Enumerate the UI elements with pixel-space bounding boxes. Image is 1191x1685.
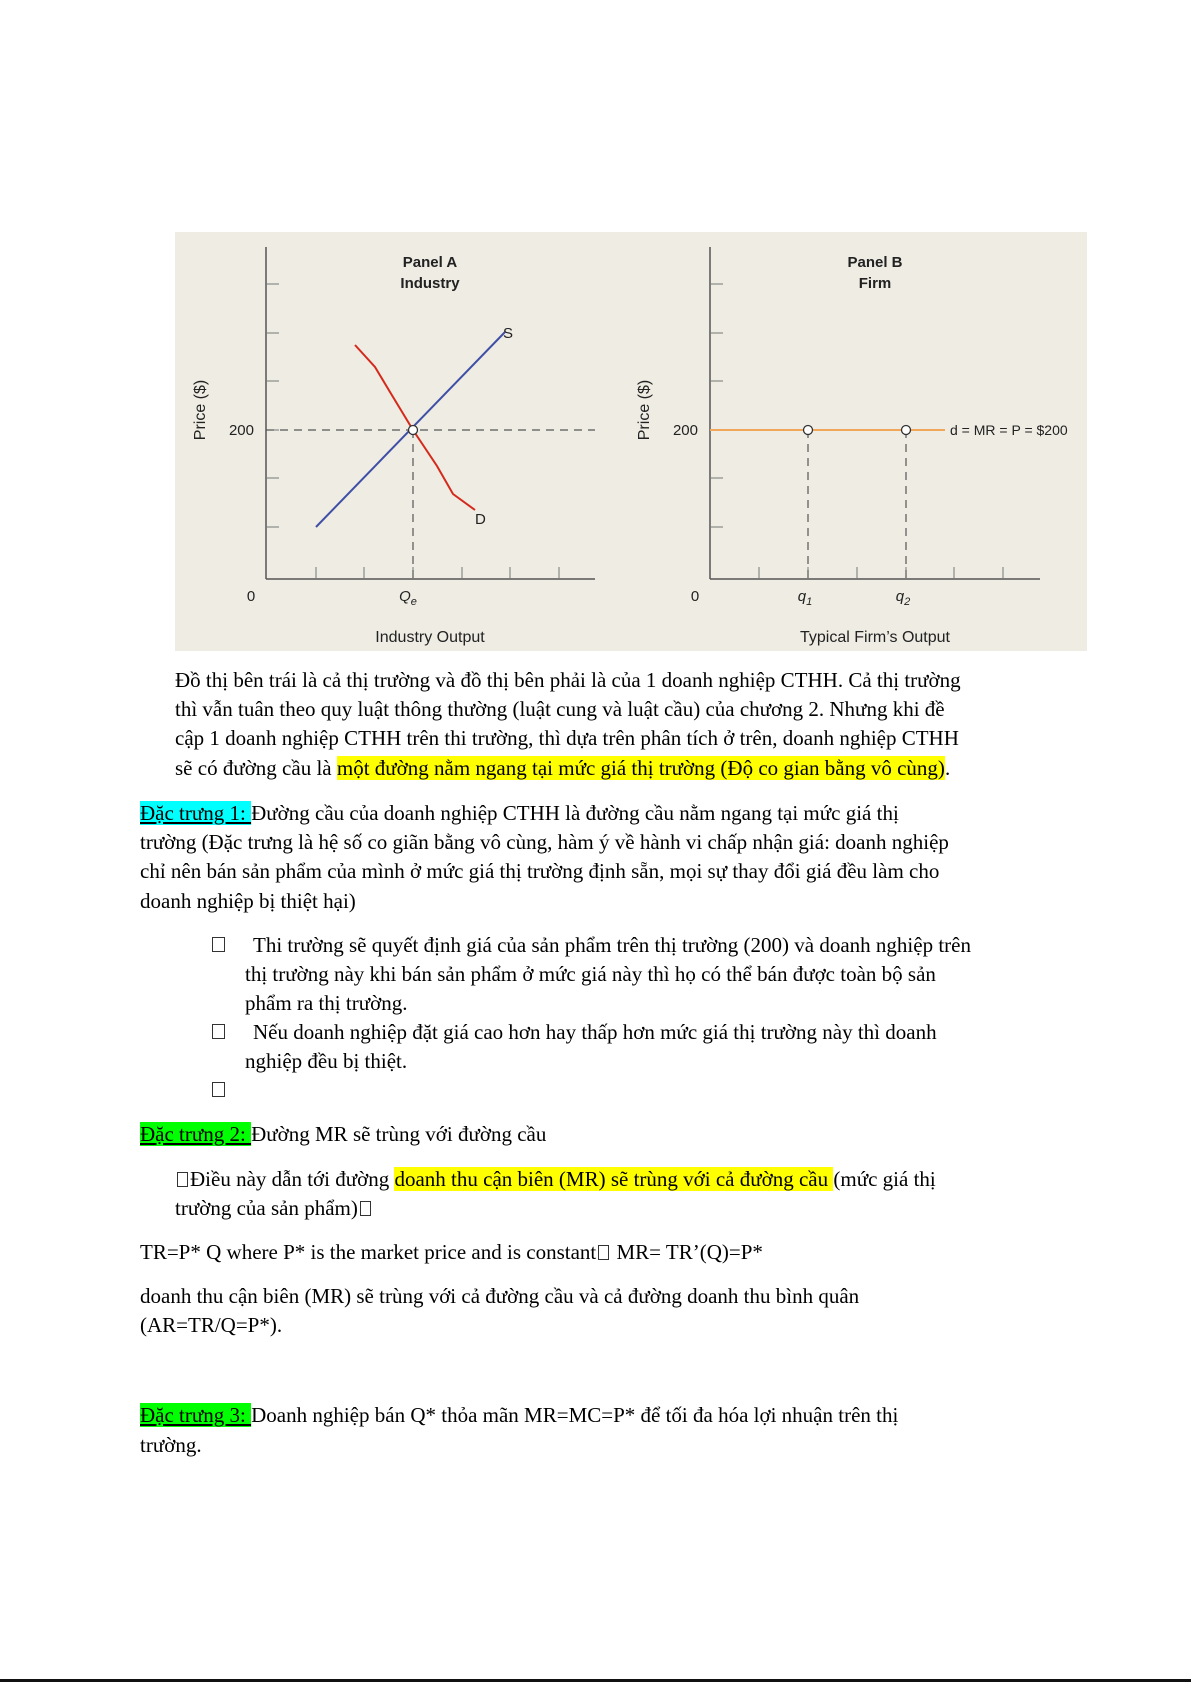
feature2-line (140, 1120, 546, 1149)
panel-a-qe-label: $Q_e$ (399, 588, 417, 608)
feature1-line2: trường (Đặc trưng là hệ số co giãn bằng vô cùng, hàm ý về hành vi chấp nhận giá: doanh nghiệp (140, 830, 949, 854)
mr-line1: doanh thu cận biên (MR) sẽ trùng với cả đường cầu và cả đường doanh thu bình quân (140, 1284, 860, 1308)
panel-b-y-ticks (710, 284, 723, 527)
panel-a (192, 247, 595, 646)
q2-label: $q_2$ (895, 588, 911, 608)
para1-line2: thì vẫn tuân theo quy luật thông thường (luật cung và luật cầu) của chương 2. Nhưng khi đề (175, 697, 945, 721)
panel-b-x-ticks (759, 567, 1003, 579)
tr-line (140, 1238, 763, 1267)
demand-label: D (475, 511, 486, 528)
bullet2-line2: nghiệp đều bị thiệt. (245, 1049, 408, 1073)
panel-b-y-label: Price ($) (636, 379, 653, 441)
firm-demand-label: d = MR = P = $200 (950, 422, 1068, 438)
para1-line4 (175, 754, 950, 783)
mr-formula: MR= TR’(Q)=P* (611, 1240, 763, 1264)
panel-a-y-tick-200: 200 (228, 422, 254, 439)
feature2-highlight: doanh thu cận biên (MR) sẽ trùng với cả đường cầu (394, 1167, 834, 1191)
bullet3-marker (212, 1082, 225, 1097)
q1-label: $q_1$ (797, 588, 813, 608)
panel-a-x-ticks (316, 567, 559, 579)
bullet1-marker (212, 937, 225, 952)
mr-line2: (AR=TR/Q=P*). (140, 1313, 283, 1337)
feature1-text: Đường cầu của doanh nghiệp CTHH là đường cầu nằm ngang tại mức giá thị (251, 801, 899, 825)
feature3-text: Doanh nghiệp bán Q* thỏa mãn MR=MC=P* để tối đa hóa lợi nhuận trên thị (251, 1403, 899, 1427)
feature3-line2: trường. (140, 1433, 202, 1457)
q1-point (804, 426, 813, 435)
panel-b-y-tick-200: 200 (672, 422, 698, 439)
q2-point (902, 426, 911, 435)
square-marker (598, 1245, 609, 1260)
panel-a-title: Panel A (402, 254, 458, 271)
panel-a-subtitle: Industry (400, 275, 460, 292)
feature1-label: Đặc trưng 1: (140, 801, 252, 825)
feature3-line1 (140, 1401, 898, 1430)
panel-a-x-label: Industry Output (375, 629, 485, 646)
square-marker (360, 1201, 371, 1216)
supply-label: S (503, 325, 514, 342)
feature2-bullet-end: (mức giá thị (833, 1167, 936, 1191)
feature2-bullet-line2-text: trường của sản phẩm) (175, 1196, 358, 1220)
panel-a-y-label: Price ($) (192, 379, 209, 441)
bullet2-marker (212, 1024, 225, 1039)
equilibrium-point (409, 426, 418, 435)
feature2-label: Đặc trưng 2: (140, 1122, 252, 1146)
bullet1-line2: thị trường này khi bán sản phẩm ở mức giá này thì họ có thể bán được toàn bộ sản (245, 962, 936, 986)
supply-demand-figure (175, 232, 1087, 651)
panel-a-y-ticks (266, 284, 279, 527)
panel-a-origin: 0 (246, 588, 256, 605)
chart-svg (175, 232, 1087, 651)
panel-b-title: Panel B (847, 254, 903, 271)
bottom-rule (0, 1679, 1191, 1682)
tr-text: TR=P* Q where P* is the market price and is constant (140, 1240, 597, 1264)
feature2-bullet-text: Điều này dẫn tới đường (190, 1167, 395, 1191)
para1-line1: Đồ thị bên trái là cả thị trường và đồ thị bên phải là của 1 doanh nghiệp CTHH. Cả thị trường (175, 668, 961, 692)
square-marker (177, 1172, 188, 1187)
panel-b-subtitle: Firm (858, 275, 892, 292)
feature2-text: Đường MR sẽ trùng với đường cầu (251, 1122, 547, 1146)
feature2-bullet-line2 (175, 1194, 373, 1223)
panel-b-x-label: Typical Firm’s Output (800, 629, 950, 646)
para1-highlight: một đường nằm ngang tại mức giá thị trường (Độ co gian bằng vô cùng) (336, 756, 945, 780)
feature1-line4: doanh nghiệp bị thiệt hại) (140, 889, 356, 913)
feature1-line1 (140, 799, 899, 828)
para1-line3: cập 1 doanh nghiệp CTHH trên thi trường, thì dựa trên phân tích ở trên, doanh nghiệp CTHH (175, 726, 959, 750)
panel-b-origin: 0 (690, 588, 700, 605)
panel-b (636, 247, 1068, 646)
bullet2-line1: Nếu doanh nghiệp đặt giá cao hơn hay thấp hơn mức giá thị trường này thì doanh (253, 1020, 937, 1044)
bullet1-line3: phẩm ra thị trường. (245, 991, 408, 1015)
para1-line4-end: . (944, 756, 951, 780)
para1-line4-text: sẽ có đường cầu là (175, 756, 337, 780)
feature3-label: Đặc trưng 3: (140, 1403, 252, 1427)
feature1-line3: chỉ nên bán sản phẩm của mình ở mức giá thị trường định sẵn, mọi sự thay đổi giá đều làm cho (140, 859, 940, 883)
bullet1-line1: Thi trường sẽ quyết định giá của sản phẩm trên thị trường (200) và doanh nghiệp trên (253, 933, 971, 957)
feature2-bullet-line1 (175, 1165, 936, 1194)
